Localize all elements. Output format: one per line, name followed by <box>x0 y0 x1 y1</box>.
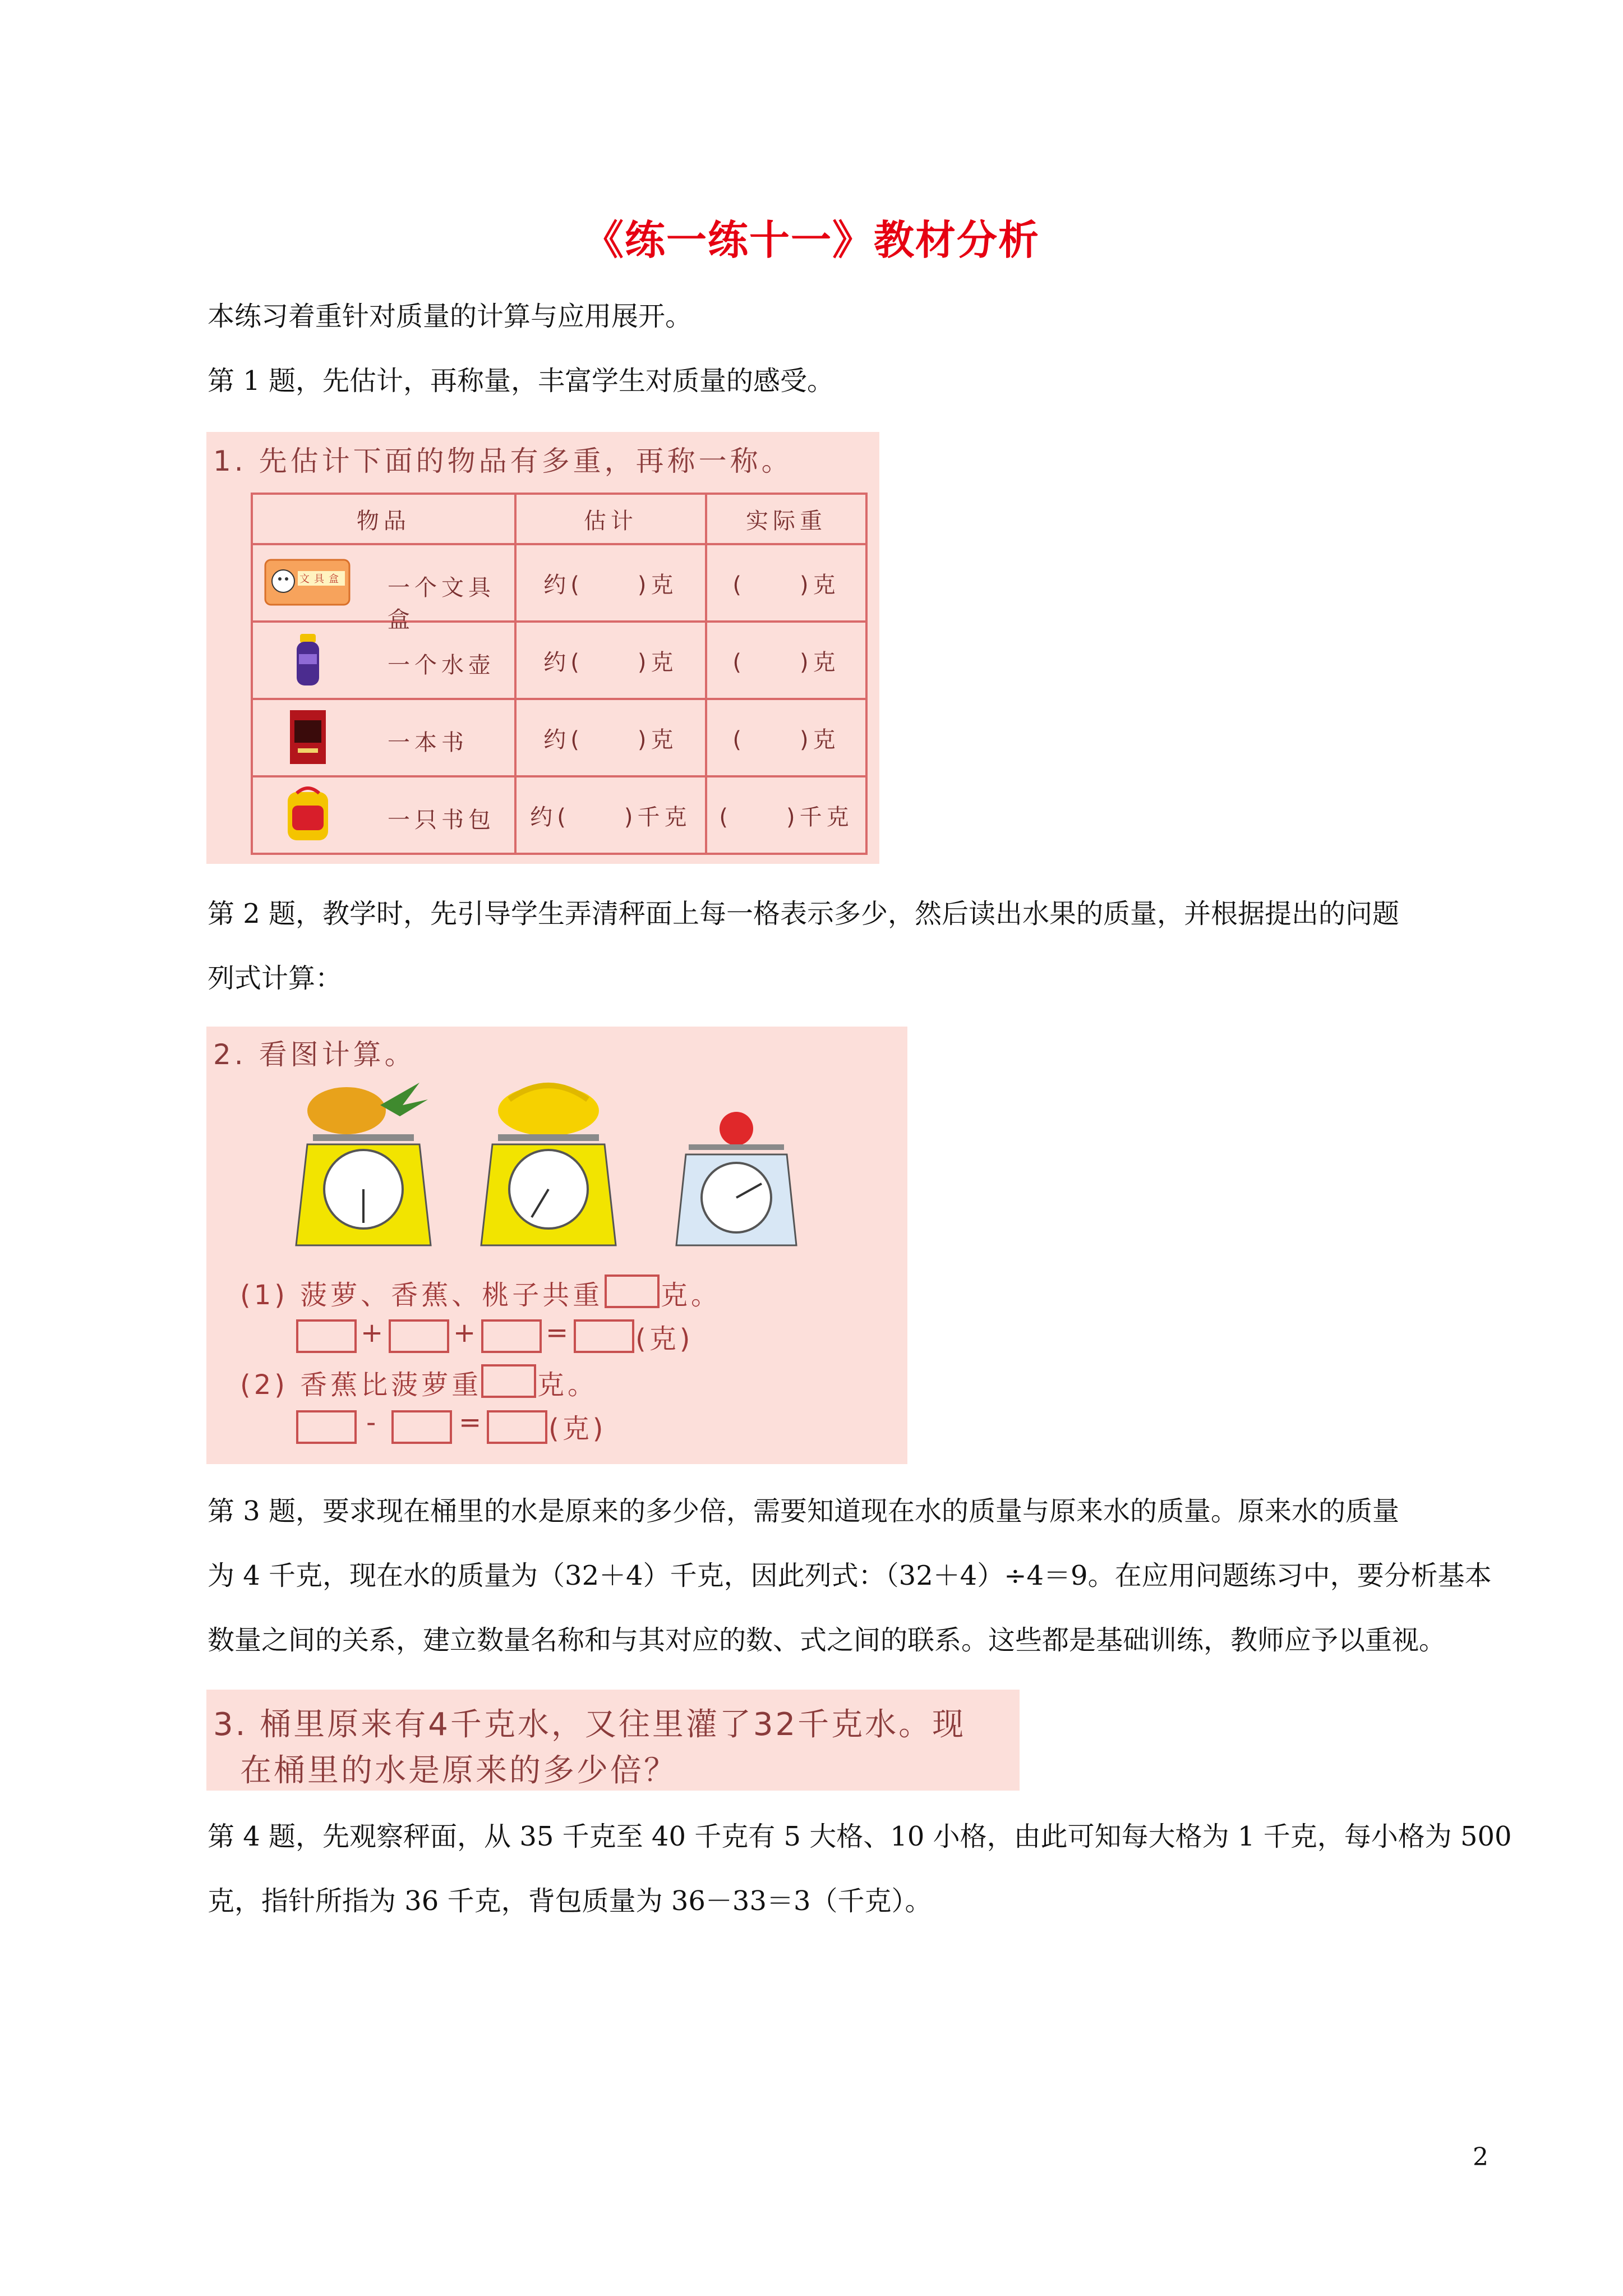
q1-heading: 1. 先估计下面的物品有多重，再称一称。 <box>213 445 793 477</box>
answer-box <box>605 1274 660 1308</box>
q2-sub2-unit: 克。 <box>537 1369 598 1401</box>
pencil-box-logo-text: 文具盒 <box>299 573 343 585</box>
table-row <box>252 622 866 699</box>
page-title: 《练一练十一》教材分析 <box>583 216 1040 264</box>
pineapple-icon <box>307 1083 428 1134</box>
pencil-box-icon <box>263 554 353 610</box>
q1-paragraph: 第 1 题，先估计，再称量，丰富学生对质量的感受。 <box>208 365 834 397</box>
actual-cell: ( )克 <box>706 622 866 699</box>
answer-box <box>481 1319 542 1353</box>
item-name: 一只书包 <box>388 807 495 833</box>
table-row <box>252 544 866 622</box>
peach-scale <box>672 1111 801 1251</box>
actual-cell: ( )克 <box>706 544 866 622</box>
intro-paragraph: 本练习着重针对质量的计算与应用展开。 <box>208 301 693 332</box>
table-header-row <box>252 494 866 544</box>
actual-cell: ( )克 <box>706 699 866 776</box>
table-row <box>252 699 866 776</box>
actual-cell: ( )千克 <box>706 776 866 854</box>
q3-line2: 在桶里的水是原来的多少倍？ <box>240 1752 677 1789</box>
answer-box <box>391 1410 452 1444</box>
q2-textbook-image <box>206 1027 907 1464</box>
item-name: 一本书 <box>388 730 468 756</box>
book-icon <box>263 709 353 765</box>
q1-table <box>251 493 868 855</box>
q2-sub1: (1) 菠萝、香蕉、桃子共重 <box>240 1280 603 1311</box>
page-number: 2 <box>1473 2143 1488 2171</box>
table-header: 物品 <box>252 494 515 544</box>
peach-icon <box>720 1112 753 1145</box>
q3-paragraph-line2: 为 4 千克，现在水的质量为（32＋4）千克，因此列式：（32＋4）÷4＝9。在应用问题练习中，要分析基本 <box>208 1560 1492 1591</box>
answer-box <box>296 1410 357 1444</box>
q2-sub2: (2) 香蕉比菠萝重 <box>240 1369 482 1401</box>
unit-paren: (克) <box>548 1413 607 1444</box>
minus-sign: - <box>366 1407 380 1438</box>
water-bottle-icon <box>263 632 353 688</box>
plus-sign: + <box>361 1317 387 1349</box>
pineapple-scale <box>291 1083 436 1251</box>
banana-icon <box>498 1085 599 1136</box>
estimate-cell: 约( )克 <box>515 544 706 622</box>
answer-box <box>487 1410 547 1444</box>
q3-paragraph-line1: 第 3 题，要求现在桶里的水是原来的多少倍，需要知道现在水的质量与原来水的质量。原来水的质量 <box>208 1496 1400 1527</box>
estimate-cell: 约( )千克 <box>515 776 706 854</box>
q2-heading: 2. 看图计算。 <box>213 1038 416 1071</box>
answer-box <box>296 1319 357 1353</box>
item-name: 一个文具盒 <box>388 575 495 633</box>
table-header: 实际重 <box>706 494 866 544</box>
school-bag-icon <box>263 786 353 843</box>
q2-paragraph-line2: 列式计算： <box>208 963 343 994</box>
table-row <box>252 776 866 854</box>
q3-textbook-image <box>206 1690 1020 1791</box>
estimate-cell: 约( )克 <box>515 699 706 776</box>
estimate-cell: 约( )克 <box>515 622 706 699</box>
answer-box <box>481 1364 536 1398</box>
q3-line1: 3. 桶里原来有4千克水，又往里灌了32千克水。现 <box>213 1706 966 1743</box>
q3-paragraph-line3: 数量之间的关系，建立数量名称和与其对应的数、式之间的联系。这些都是基础训练，教师应予以重视。 <box>208 1625 1446 1656</box>
item-name: 一个水壶 <box>388 652 495 678</box>
banana-scale <box>476 1077 621 1251</box>
plus-sign: + <box>453 1317 479 1349</box>
equals-sign: = <box>459 1407 485 1438</box>
equals-sign: = <box>546 1317 572 1349</box>
q2-sub1-unit: 克。 <box>661 1280 722 1311</box>
answer-box <box>574 1319 634 1353</box>
unit-paren: (克) <box>635 1323 694 1355</box>
q2-paragraph-line1: 第 2 题，教学时，先引导学生弄清秤面上每一格表示多少，然后读出水果的质量，并根据提出的问题 <box>208 898 1400 930</box>
q4-paragraph-line1: 第 4 题，先观察秤面，从 35 千克至 40 千克有 5 大格、10 小格，由此可知每大格为 1 千克，每小格为 500 <box>208 1821 1512 1852</box>
answer-box <box>389 1319 449 1353</box>
table-header: 估计 <box>515 494 706 544</box>
q4-paragraph-line2: 克，指针所指为 36 千克，背包质量为 36－33＝3（千克）。 <box>208 1885 932 1917</box>
